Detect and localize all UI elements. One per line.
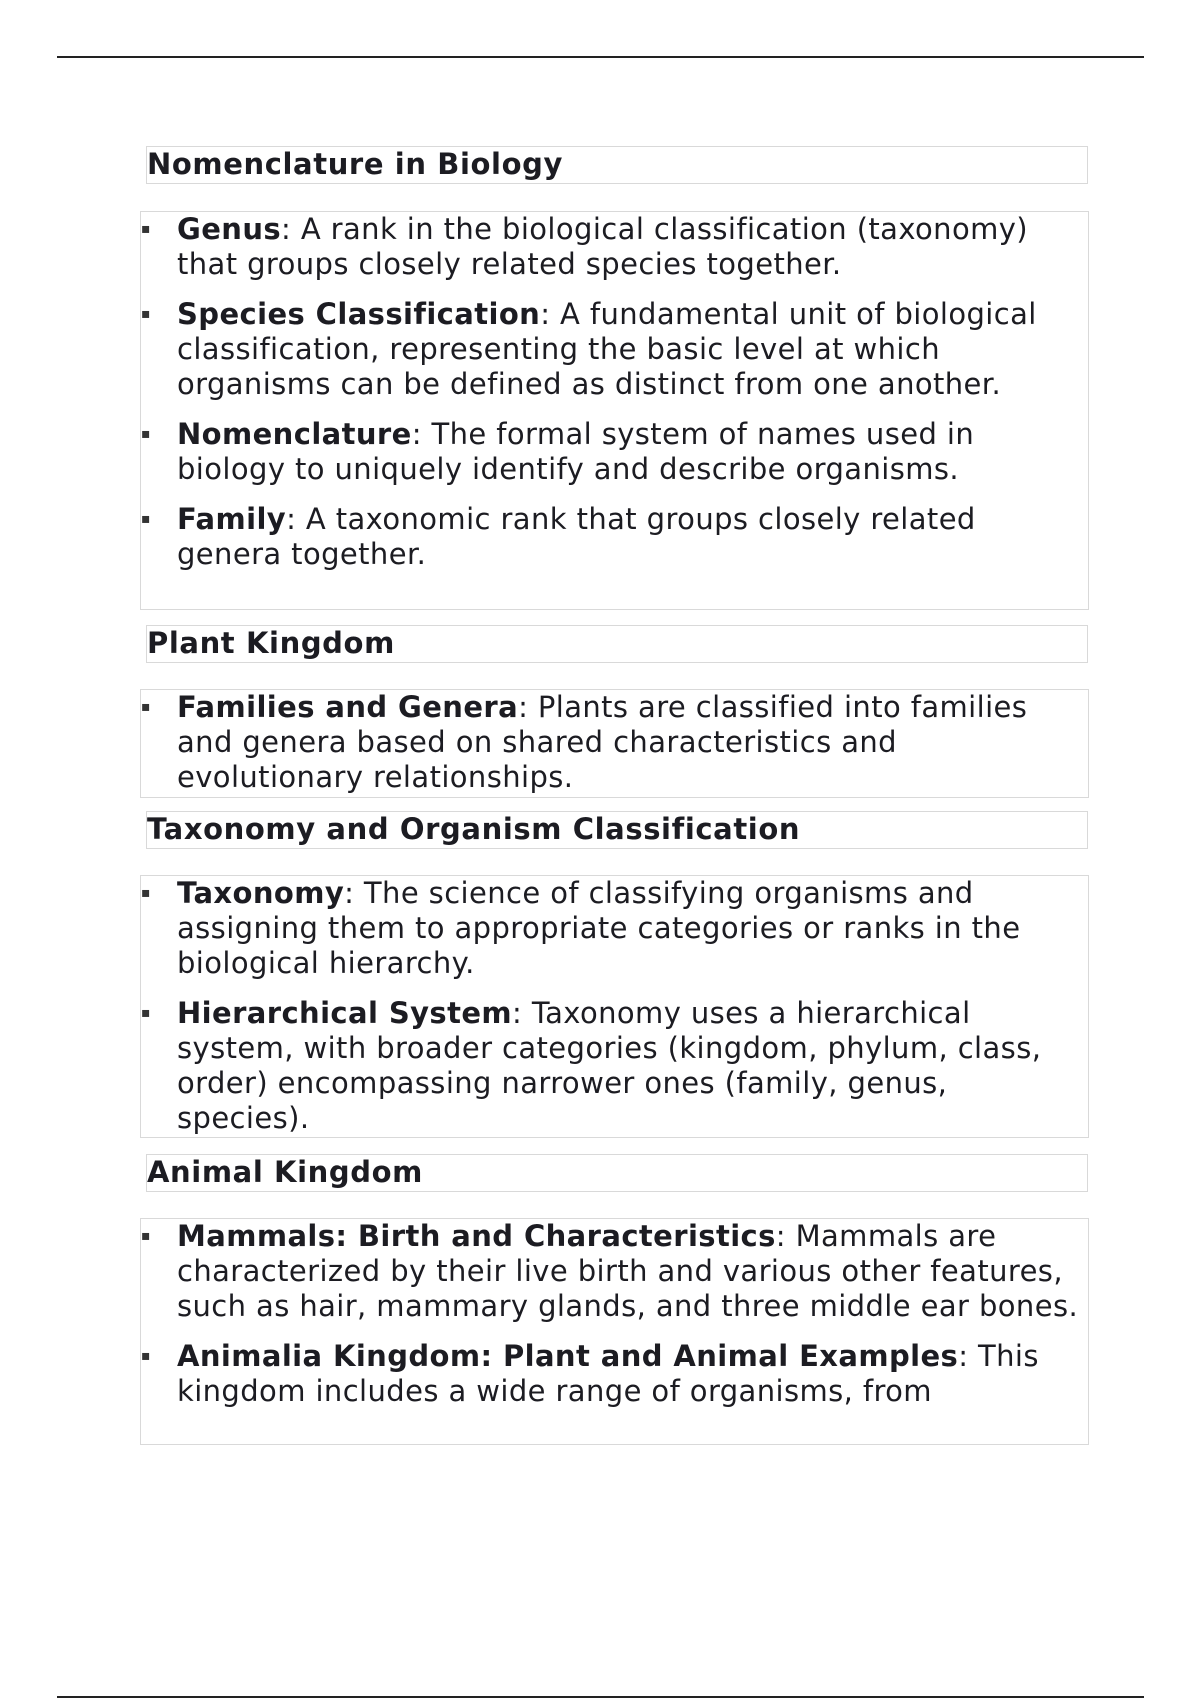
list-item: ▪ Species Classification: A fundamental unit of biological classification, representing the basic level at which organisms can be defined as distinct from one another. (141, 297, 1037, 401)
bullet-icon: ▪ (141, 699, 151, 715)
bullet-icon: ▪ (141, 306, 151, 322)
list-item: ▪ Family: A taxonomic rank that groups closely related genera together. (141, 502, 976, 571)
list-item: ▪ Hierarchical System: Taxonomy uses a hierarchical system, with broader categories (kingdom, phylum, class, order) encompassing narrower ones (family, genus, species). (141, 996, 1042, 1135)
list-item: ▪ Genus: A rank in the biological classification (taxonomy) that groups closely related species together. (141, 212, 1029, 281)
bullet-icon: ▪ (141, 426, 151, 442)
list-item: ▪ Families and Genera: Plants are classified into families and genera based on shared characteristics and evolutionary relationships. (141, 690, 1028, 794)
list-item: ▪ Nomenclature: The formal system of names used in biology to uniquely identify and describe organisms. (141, 417, 975, 486)
bullet-icon: ▪ (141, 1348, 151, 1364)
section-list-taxonomy (140, 875, 1089, 1138)
section-heading-plant-kingdom: Plant Kingdom (146, 625, 1088, 663)
bullet-icon: ▪ (141, 885, 151, 901)
bullet-icon: ▪ (141, 1228, 151, 1244)
section-list-animal-kingdom (140, 1218, 1089, 1445)
bottom-rule (57, 1696, 1144, 1698)
section-list-nomenclature (140, 211, 1089, 610)
section-list-plant-kingdom (140, 689, 1089, 798)
list-item: ▪ Mammals: Birth and Characteristics: Mammals are characterized by their live birth and various other features, such as hair, mammary glands, and three middle ear bones. (141, 1219, 1079, 1323)
list-item: ▪ Animalia Kingdom: Plant and Animal Examples: This kingdom includes a wide range of organisms, from (141, 1339, 1039, 1408)
section-heading-taxonomy: Taxonomy and Organism Classification (146, 811, 1088, 849)
list-item: ▪ Taxonomy: The science of classifying organisms and assigning them to appropriate categories or ranks in the biological hierarchy. (141, 876, 1021, 980)
section-heading-animal-kingdom: Animal Kingdom (146, 1154, 1088, 1192)
bullet-icon: ▪ (141, 221, 151, 237)
bullet-icon: ▪ (141, 1005, 151, 1021)
bullet-icon: ▪ (141, 511, 151, 527)
top-rule (57, 56, 1144, 58)
section-heading-nomenclature: Nomenclature in Biology (146, 146, 1088, 184)
